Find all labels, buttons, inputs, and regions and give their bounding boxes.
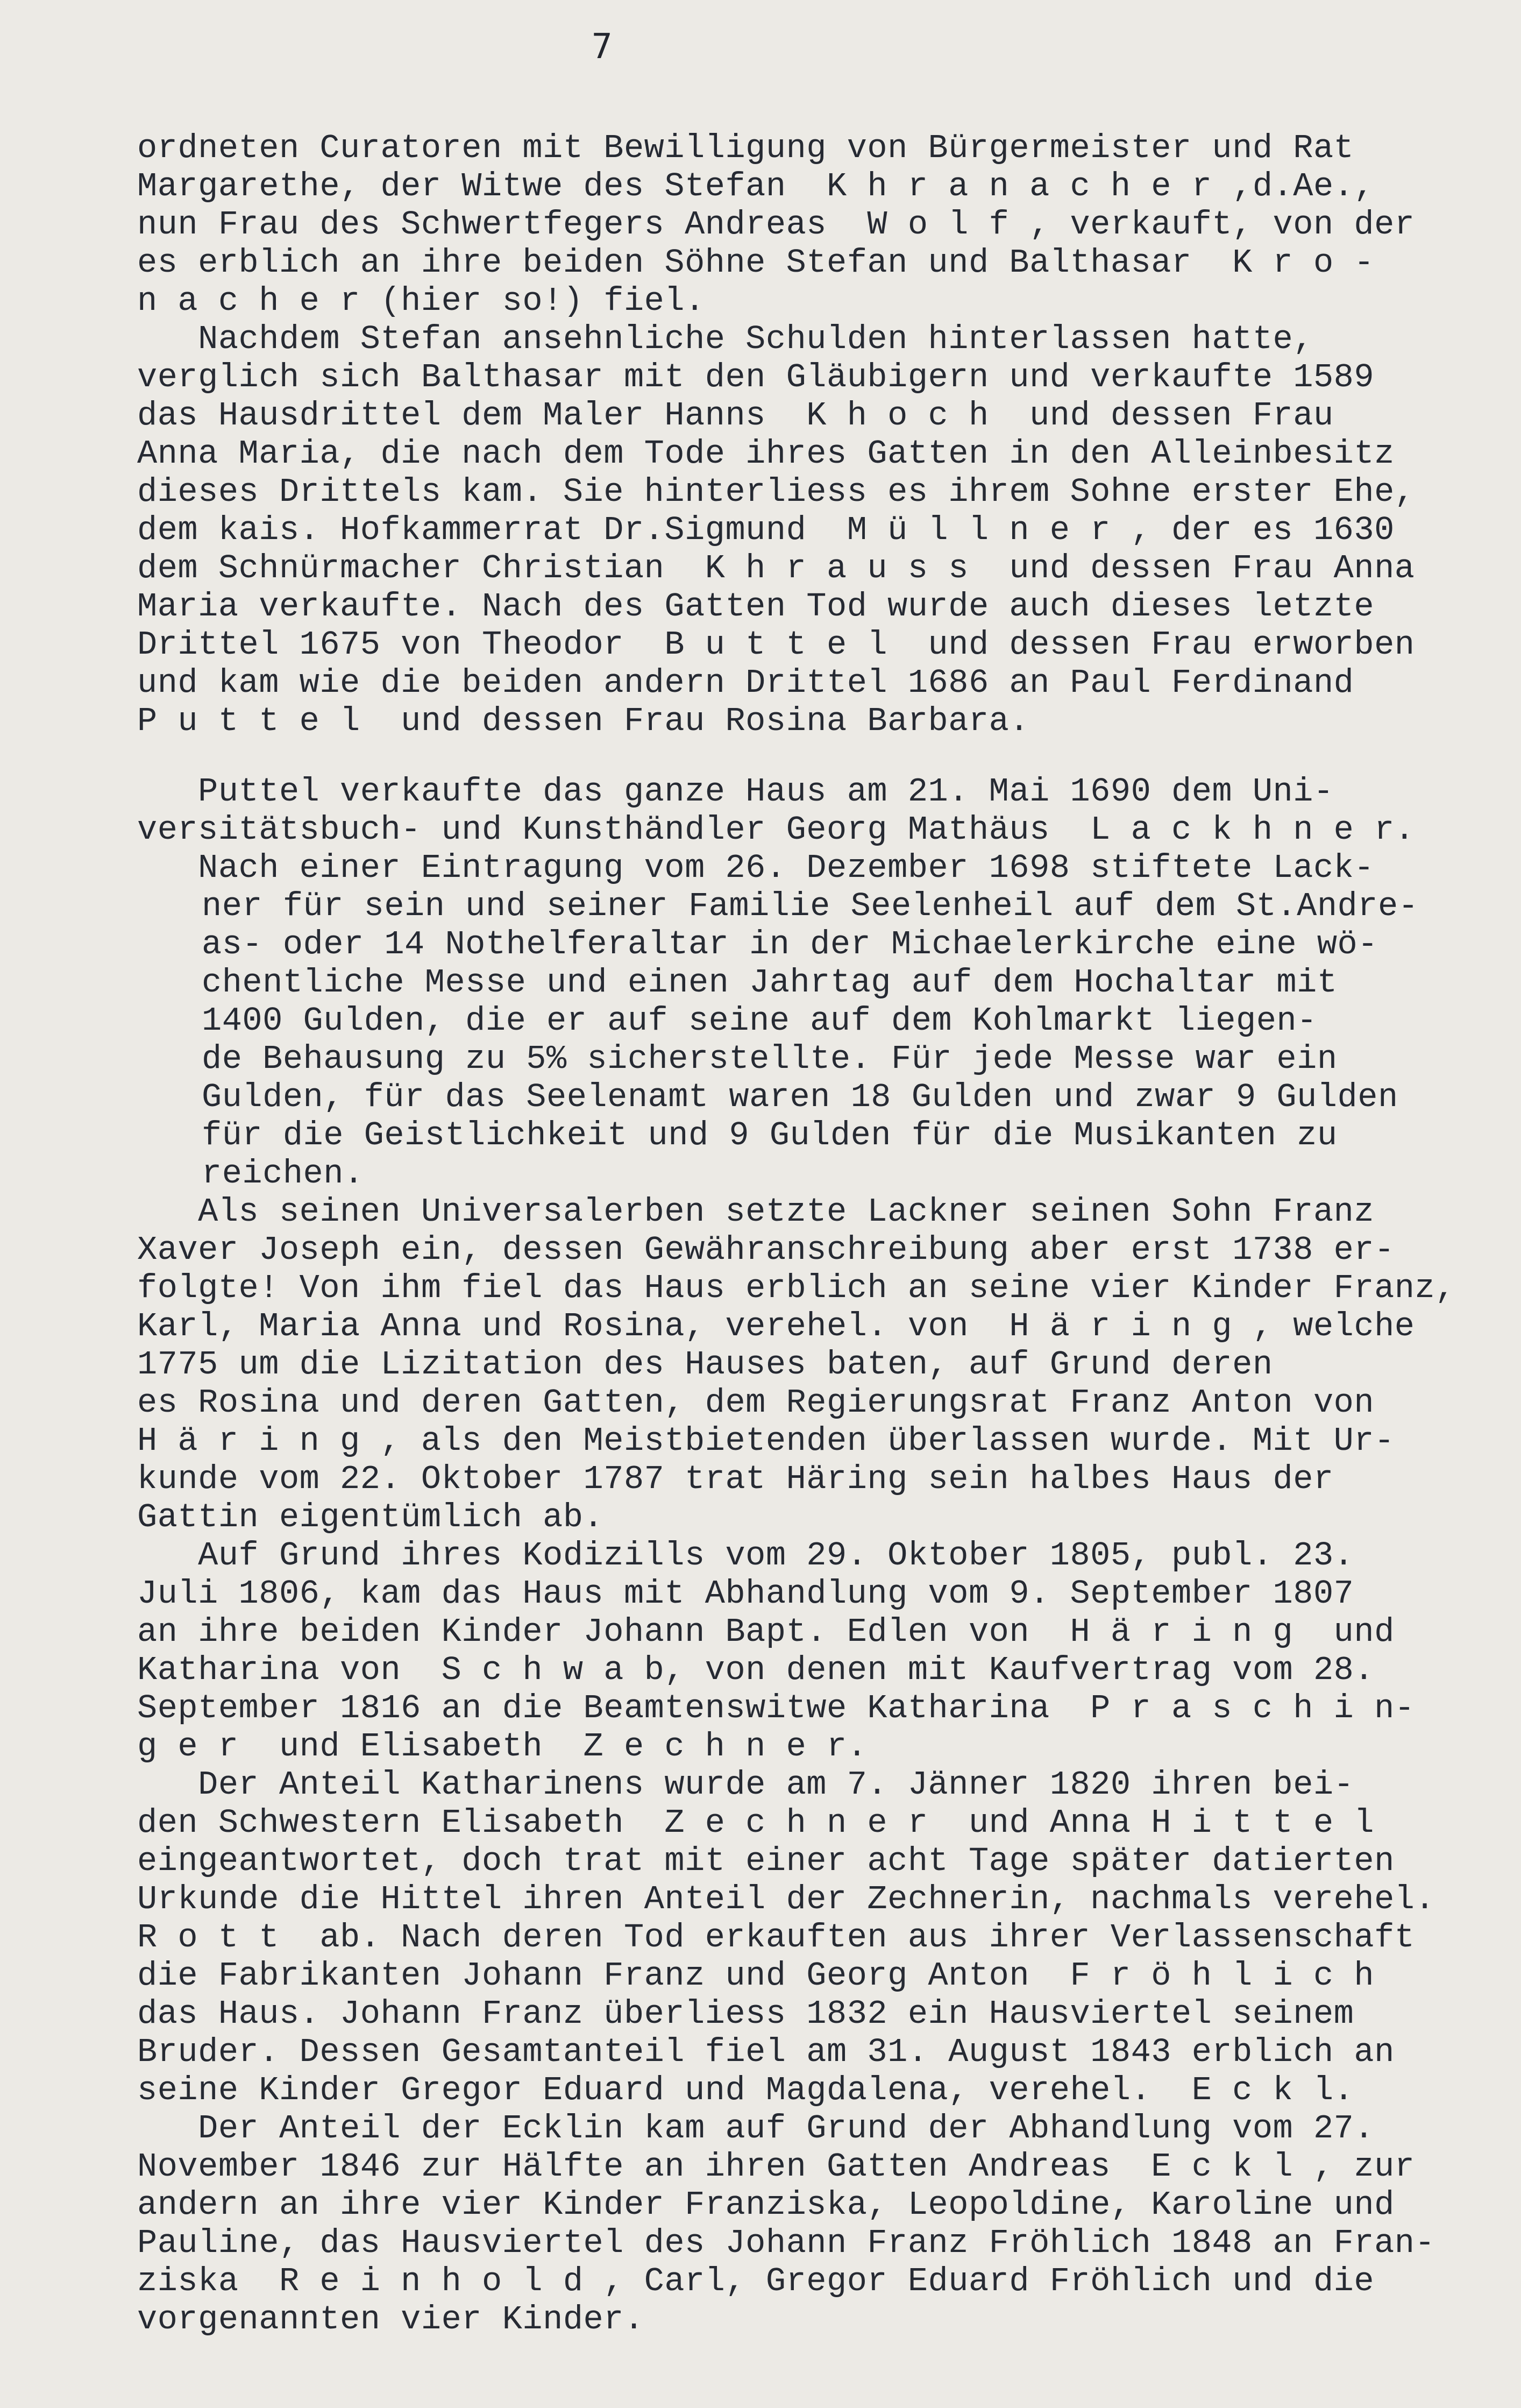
text-line: ziska R e i n h o l d , Carl, Gregor Eduard Fröhlich und die (137, 2262, 1375, 2300)
paragraph (137, 1766, 1514, 2109)
text-line: Anna Maria, die nach dem Tode ihres Gatten in den Alleinbesitz (137, 435, 1395, 473)
text-line: es erblich an ihre beiden Söhne Stefan und Balthasar K r o - (137, 244, 1375, 282)
text-line: Gattin eigentümlich ab. (137, 1498, 604, 1536)
text-line: 1400 Gulden, die er auf seine auf dem Kohlmarkt liegen- (202, 1002, 1317, 1040)
paragraph (137, 773, 1514, 1193)
text-line: dieses Drittels kam. Sie hinterliess es ihrem Sohne erster Ehe, (137, 473, 1415, 511)
paragraph (137, 320, 1514, 740)
text-line: September 1816 an die Beamtenswitwe Katharina P r a s c h i n- (137, 1689, 1415, 1727)
paragraph (137, 2109, 1514, 2339)
text-line: an ihre beiden Kinder Johann Bapt. Edlen von H ä r i n g und (137, 1613, 1395, 1651)
text-line: Drittel 1675 von Theodor B u t t e l und dessen Frau erworben (137, 626, 1415, 664)
text-line: das Haus. Johann Franz überliess 1832 ein Hausviertel seinem (137, 1995, 1354, 2033)
text-line: den Schwestern Elisabeth Z e c h n e r und Anna H i t t e l (137, 1804, 1375, 1842)
text-line: Juli 1806, kam das Haus mit Abhandlung vom 9. September 1807 (137, 1575, 1354, 1613)
text-line: P u t t e l und dessen Frau Rosina Barbara. (137, 702, 1030, 740)
text-line: R o t t ab. Nach deren Tod erkauften aus ihrer Verlassenschaft (137, 1918, 1415, 1957)
text-line: Pauline, das Hausviertel des Johann Franz Fröhlich 1848 an Fran- (137, 2224, 1435, 2262)
text-line: ner für sein und seiner Familie Seelenheil auf dem St.Andre- (202, 887, 1419, 925)
text-line: Der Anteil Katharinens wurde am 7. Jänner 1820 ihren bei- (137, 1766, 1354, 1804)
text-line: folgte! Von ihm fiel das Haus erblich an seine vier Kinder Franz, (137, 1269, 1455, 1307)
text-line: chentliche Messe und einen Jahrtag auf dem Hochaltar mit (202, 964, 1338, 1002)
paragraph (137, 1193, 1514, 1536)
text-line: Nachdem Stefan ansehnliche Schulden hinterlassen hatte, (137, 320, 1313, 358)
text-line: seine Kinder Gregor Eduard und Magdalena, verehel. E c k l. (137, 2071, 1354, 2109)
text-line: Margarethe, der Witwe des Stefan K h r a n a c h e r ,d.Ae., (137, 167, 1375, 206)
text-line: de Behausung zu 5% sicherstellte. Für jede Messe war ein (202, 1040, 1338, 1078)
text-line: es Rosina und deren Gatten, dem Regierungsrat Franz Anton von (137, 1384, 1375, 1422)
text-line: verglich sich Balthasar mit den Gläubigern und verkaufte 1589 (137, 358, 1375, 396)
text-line: für die Geistlichkeit und 9 Gulden für die Musikanten zu (202, 1116, 1338, 1155)
text-line: Bruder. Dessen Gesamtanteil fiel am 31. August 1843 erblich an (137, 2033, 1395, 2071)
text-line: Nach einer Eintragung vom 26. Dezember 1698 stiftete Lack- (137, 849, 1375, 887)
paragraph (137, 1536, 1514, 1766)
text-line: eingeantwortet, doch trat mit einer acht Tage später datierten (137, 1842, 1395, 1880)
text-line: 1775 um die Lizitation des Hauses baten, auf Grund deren (137, 1345, 1273, 1384)
text-line: Puttel verkaufte das ganze Haus am 21. Mai 1690 dem Uni- (137, 773, 1334, 811)
text-line: Xaver Joseph ein, dessen Gewähranschreibung aber erst 1738 er- (137, 1231, 1395, 1269)
text-line: Der Anteil der Ecklin kam auf Grund der Abhandlung vom 27. (137, 2109, 1375, 2148)
text-line: Als seinen Universalerben setzte Lackner seinen Sohn Franz (137, 1193, 1375, 1231)
text-line: as- oder 14 Nothelferaltar in der Michaelerkirche eine wö- (202, 925, 1378, 964)
text-line: n a c h e r (hier so!) fiel. (137, 282, 705, 320)
text-line: Karl, Maria Anna und Rosina, verehel. von H ä r i n g , welche (137, 1307, 1415, 1345)
text-line: Katharina von S c h w a b, von denen mit Kaufvertrag vom 28. (137, 1651, 1375, 1689)
page-number: 7 (592, 27, 613, 67)
paragraph (137, 129, 1514, 320)
text-line: dem kais. Hofkammerrat Dr.Sigmund M ü l l n e r , der es 1630 (137, 511, 1395, 549)
text-line: und kam wie die beiden andern Drittel 1686 an Paul Ferdinand (137, 664, 1354, 702)
text-line: kunde vom 22. Oktober 1787 trat Häring sein halbes Haus der (137, 1460, 1334, 1498)
text-line: ordneten Curatoren mit Bewilligung von Bürgermeister und Rat (137, 129, 1354, 167)
text-line: reichen. (202, 1155, 364, 1193)
text-line: die Fabrikanten Johann Franz und Georg Anton F r ö h l i c h (137, 1957, 1375, 1995)
text-line: November 1846 zur Hälfte an ihren Gatten Andreas E c k l , zur (137, 2148, 1415, 2186)
text-line: nun Frau des Schwertfegers Andreas W o l f , verkauft, von der (137, 206, 1415, 244)
text-line: g e r und Elisabeth Z e c h n e r. (137, 1727, 868, 1766)
text-line: Gulden, für das Seelenamt waren 18 Gulden und zwar 9 Gulden (202, 1078, 1398, 1116)
text-line: vorgenannten vier Kinder. (137, 2300, 644, 2339)
text-line: versitätsbuch- und Kunsthändler Georg Mathäus L a c k h n e r. (137, 811, 1415, 849)
text-line: Maria verkaufte. Nach des Gatten Tod wurde auch dieses letzte (137, 587, 1375, 626)
text-line: das Hausdrittel dem Maler Hanns K h o c h und dessen Frau (137, 396, 1334, 435)
text-line: Urkunde die Hittel ihren Anteil der Zechnerin, nachmals verehel. (137, 1880, 1435, 1918)
text-line: andern an ihre vier Kinder Franziska, Leopoldine, Karoline und (137, 2186, 1395, 2224)
document-body (137, 129, 1514, 2339)
text-line: H ä r i n g , als den Meistbietenden überlassen wurde. Mit Ur- (137, 1422, 1395, 1460)
paragraph-gap (137, 740, 1514, 773)
text-line: Auf Grund ihres Kodizills vom 29. Oktober 1805, publ. 23. (137, 1536, 1354, 1575)
text-line: dem Schnürmacher Christian K h r a u s s und dessen Frau Anna (137, 549, 1415, 587)
